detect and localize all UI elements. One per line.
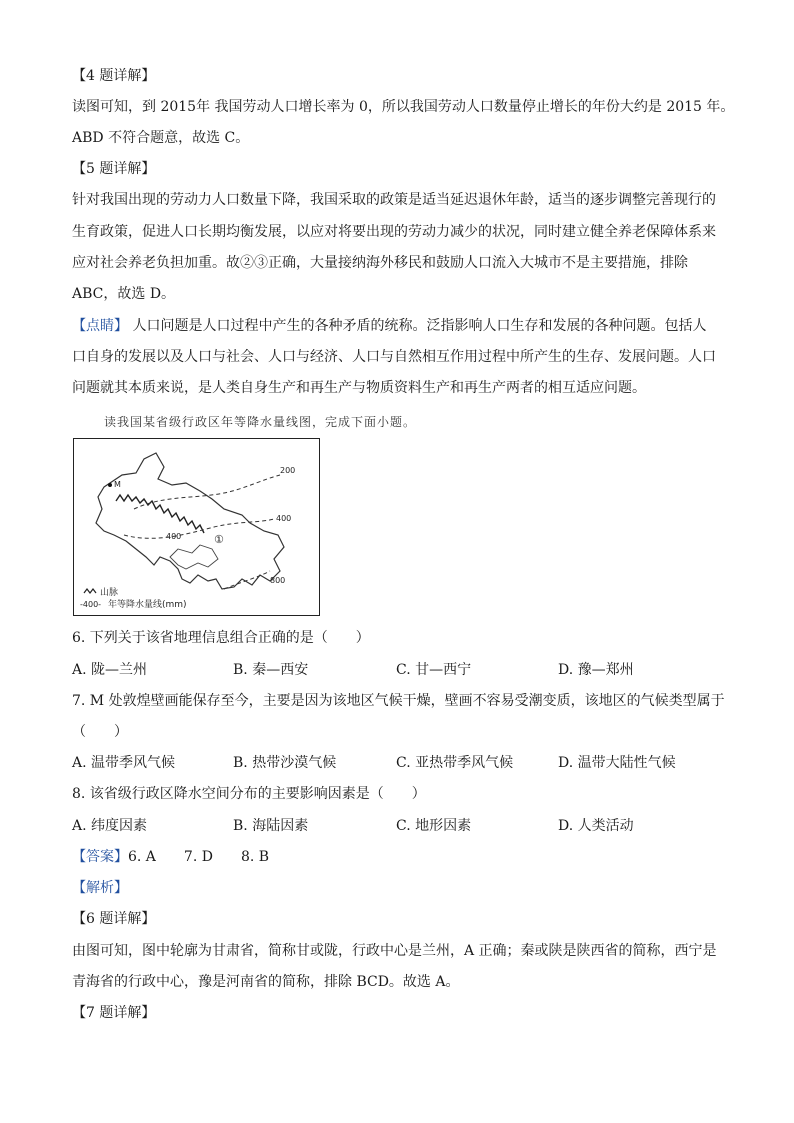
isohyet-800 bbox=[224, 571, 270, 589]
q4-text-line2: ABD 不符合题意，故选 C。 bbox=[72, 130, 250, 146]
q5-text-line4: ABC，故选 D。 bbox=[72, 286, 176, 302]
q7-option-c: C. 亚热带季风气候 bbox=[396, 755, 514, 771]
label-200: 200 bbox=[280, 466, 296, 475]
q6-option-b: B. 秦—西安 bbox=[233, 662, 309, 678]
q7-option-d: D. 温带大陆性气候 bbox=[558, 755, 676, 771]
comment-line2: 口自身的发展以及人口与社会、人口与经济、人口与自然相互作用过程中所产生的生存、发展问题。人口 bbox=[72, 349, 716, 365]
comment-text: 人口问题是人口过程中产生的各种矛盾的统称。泛指影响人口生存和发展的各种问题。包括人 bbox=[128, 318, 707, 334]
q7-option-b: B. 热带沙漠气候 bbox=[233, 755, 337, 771]
label-400-east: 400 bbox=[276, 514, 292, 523]
point-m bbox=[108, 483, 112, 487]
q4-text-line1: 读图可知，到 2015年 我国劳动人口增长率为 0，所以我国劳动人口数量停止增长的年份大约是 2015 年。 bbox=[72, 99, 735, 115]
q8-option-a: A. 纬度因素 bbox=[72, 818, 148, 834]
q7-option-a: A. 温带季风气候 bbox=[72, 755, 176, 771]
q6-detail-line1: 由图可知，图中轮廓为甘肃省，简称甘或陇，行政中心是兰州，A 正确；秦或陕是陕西省的简称，西宁是 bbox=[72, 943, 717, 959]
label-m: M bbox=[114, 480, 121, 489]
q6-stem: 6. 下列关于该省地理信息组合正确的是（ ） bbox=[72, 630, 370, 646]
answer-text: 6. A 7. D 8. B bbox=[128, 849, 270, 865]
map-intro: 读我国某省级行政区年等降水量线图，完成下面小题。 bbox=[104, 415, 417, 429]
q5-text-line2: 生育政策，促进人口长期均衡发展，以应对将要出现的劳动力减少的状况，同时建立健全养老保障体系来 bbox=[72, 224, 716, 240]
q7-detail-heading: 【7 题详解】 bbox=[72, 1005, 156, 1021]
comment-line1 bbox=[72, 316, 706, 336]
q8-option-d: D. 人类活动 bbox=[558, 818, 634, 834]
map-figure bbox=[74, 439, 319, 615]
answer-line bbox=[72, 847, 269, 867]
label-800: 800 bbox=[270, 576, 286, 585]
comment-line3: 问题就其本质来说，是人类自身生产和再生产与物质资料生产和再生产两者的相互适应问题。 bbox=[72, 380, 646, 396]
province-outline bbox=[96, 453, 284, 589]
q5-text-line1: 针对我国出现的劳动力人口数量下降，我国采取的政策是适当延迟退休年龄，适当的逐步调整完善现行的 bbox=[72, 192, 716, 208]
q8-stem: 8. 该省级行政区降水空间分布的主要影响因素是（ ） bbox=[72, 786, 426, 802]
q6-detail-heading: 【6 题详解】 bbox=[72, 911, 156, 927]
legend-mountain-symbol bbox=[84, 589, 96, 593]
precipitation-map bbox=[73, 438, 320, 616]
q6-option-d: D. 豫—郑州 bbox=[558, 662, 634, 678]
legend-mountain-label: 山脉 bbox=[100, 588, 119, 598]
legend-isohyet-sample: -400- bbox=[80, 600, 102, 609]
mountain-range bbox=[116, 495, 204, 533]
q6-option-c: C. 甘—西宁 bbox=[396, 662, 472, 678]
label-400-west: 400 bbox=[166, 532, 182, 541]
q7-stem-line1: 7. M 处敦煌壁画能保存至今，主要是因为该地区气候干燥，壁画不容易受潮变质，该地区的气候类型属于 bbox=[72, 693, 725, 709]
analysis-label: 【解析】 bbox=[72, 880, 128, 896]
legend-isohyet-label: 年等降水量线(mm) bbox=[108, 600, 187, 610]
province-inner-outline bbox=[170, 545, 218, 569]
answer-label: 【答案】 bbox=[72, 849, 128, 865]
comment-label: 【点睛】 bbox=[72, 318, 128, 334]
q5-heading: 【5 题详解】 bbox=[72, 161, 156, 177]
label-circle-1: ① bbox=[214, 533, 224, 546]
isohyet-400 bbox=[124, 519, 274, 538]
q5-text-line3: 应对社会养老负担加重。故②③正确，大量接纳海外移民和鼓励人口流入大城市不是主要措施，排除 bbox=[72, 255, 688, 271]
q8-option-b: B. 海陆因素 bbox=[233, 818, 309, 834]
q7-stem-line2: （ ） bbox=[72, 724, 128, 740]
isohyet-200 bbox=[134, 475, 280, 509]
q4-heading: 【4 题详解】 bbox=[72, 68, 156, 84]
q6-option-a: A. 陇—兰州 bbox=[72, 662, 148, 678]
q8-option-c: C. 地形因素 bbox=[396, 818, 472, 834]
q6-detail-line2: 青海省的行政中心，豫是河南省的简称，排除 BCD。故选 A。 bbox=[72, 974, 460, 990]
